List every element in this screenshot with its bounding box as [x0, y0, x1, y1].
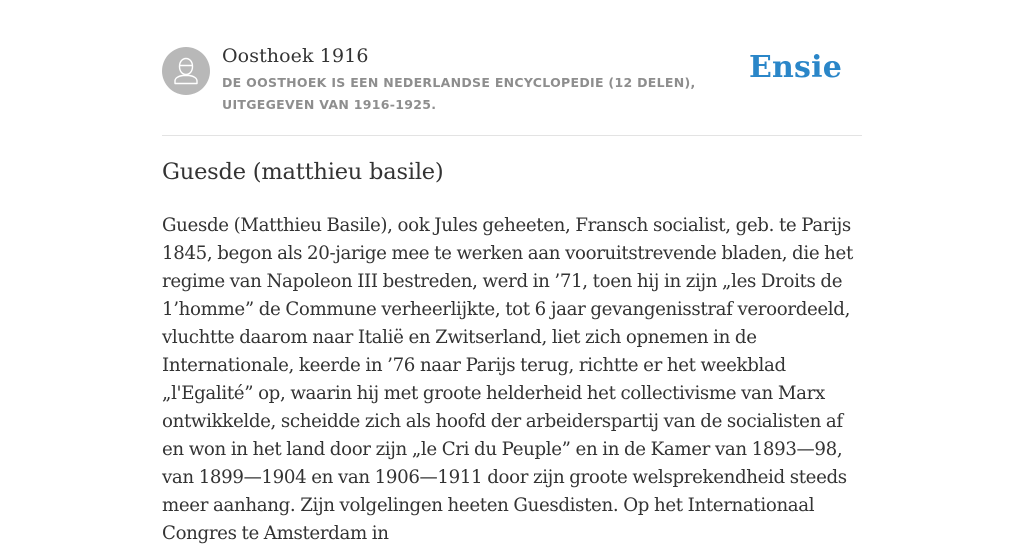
content-column: [162, 0, 862, 544]
source-title[interactable]: Oosthoek 1916: [222, 45, 369, 67]
source-description: DE OOSTHOEK IS EEN NEDERLANDSE ENCYCLOPEDIE (12 DELEN), UITGEGEVEN VAN 1916-1925.: [222, 75, 696, 112]
article-title: Guesde (matthieu basile): [162, 159, 444, 185]
source-header: [162, 0, 862, 136]
brand-logo[interactable]: Ensie: [748, 50, 842, 85]
article-body: Guesde (Matthieu Basile), ook Jules geheeten, Fransch socialist, geb. te Parijs 1845, begon als 20-jarige mee te werken aan vooruitstrevende bladen, die het regime van Napoleon III bestreden, werd in ’71, toen hij in zijn „les Droits de 1’homme” de Commune verheerlijkte, tot 6 jaar gevangenisstraf veroordeeld, vluchtte daarom naar Italië en Zwitserland, liet zich opnemen in de Internationale, keerde in ’76 naar Parijs terug, richtte er het weekblad „l'Egalité” op, waarin hij met groote helderheid het collectivisme van Marx ontwikkelde, scheidde zich als hoofd der arbeiderspartij van de socialisten af en won in het land door zijn „le Cri du Peuple” en in de Kamer van 1893—98, van 1899—1904 en van 1906—1911 door zijn groote welsprekendheid steeds meer aanhang. Zijn volgelingen heeten Guesdisten. Op het Internationaal Congres te Amsterdam in: [162, 215, 853, 544]
avatar[interactable]: [162, 47, 210, 95]
user-icon: [162, 47, 210, 95]
